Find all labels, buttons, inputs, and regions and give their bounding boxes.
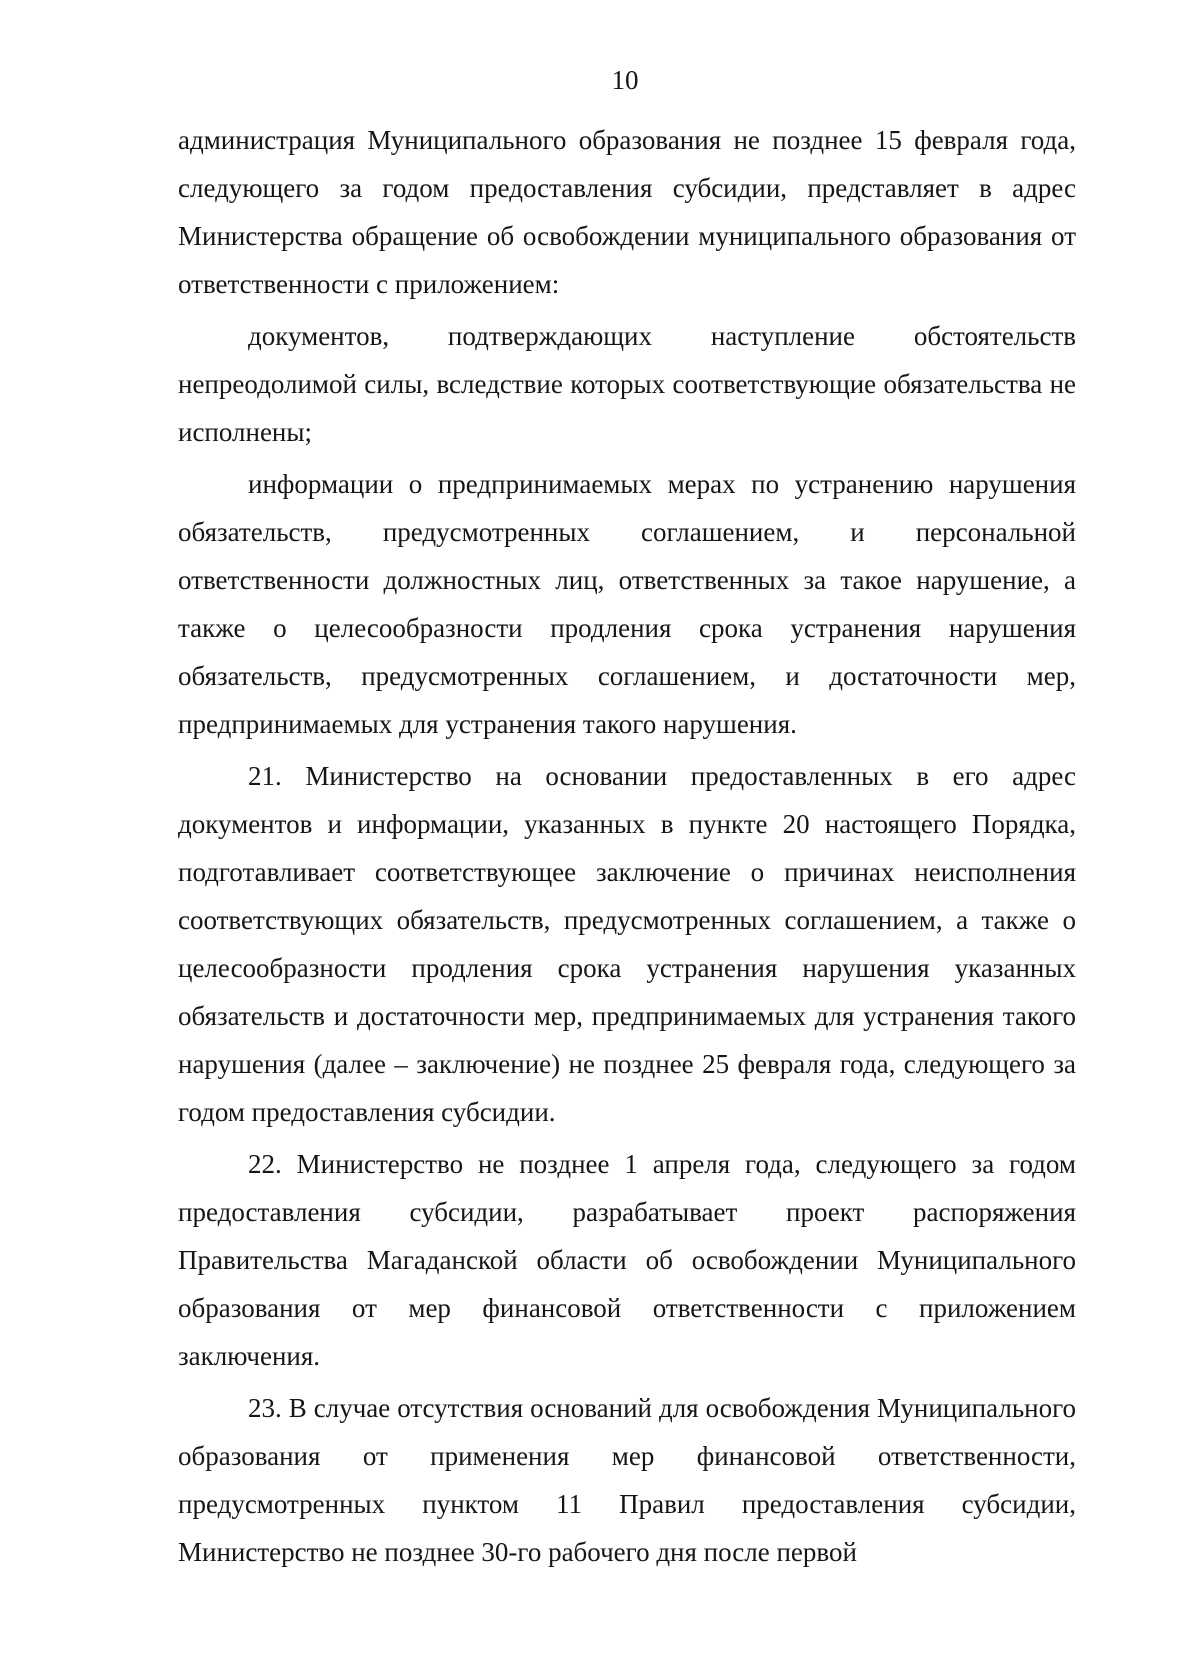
paragraph-documents-force-majeure: документов, подтверждающих наступление обстоятельств непреодолимой силы, вследствие которых соответствующие обязательства не исполнены; [178, 321, 1076, 447]
page-number: 10 [611, 65, 639, 95]
paragraph-item-21: 21. Министерство на основании предоставленных в его адрес документов и информации, указанных в пункте 20 настоящего Порядка, подготавливает соответствующее заключение о причинах неисполнения соответствующих обязательств, предусмотренных соглашением, а также о целесообразности продления срока устранения нарушения указанных обязательств и достаточности мер, предпринимаемых для устранения такого нарушения (далее – заключение) не позднее 25 февраля года, следующего за годом предоставления субсидии. [178, 761, 1076, 1127]
paragraph-continuation: администрация Муниципального образования не позднее 15 февраля года, следующего за годом предоставления субсидии, представляет в адрес Министерства обращение об освобождении муниципального образования от ответственности с приложением: [178, 125, 1076, 299]
paragraph-item-23: 23. В случае отсутствия оснований для освобождения Муниципального образования от применения мер финансовой ответственности, предусмотренных пунктом 11 Правил предоставления субсидии, Министерство не позднее 30-го рабочего дня после первой [178, 1393, 1076, 1567]
paragraph-information-measures: информации о предпринимаемых мерах по устранению нарушения обязательств, предусмотренных соглашением, и персональной ответственности должностных лиц, ответственных за такое нарушение, а также о целесообразности продления срока устранения нарушения обязательств, предусмотренных соглашением, и достаточности мер, предпринимаемых для устранения такого нарушения. [178, 469, 1076, 739]
document-body [178, 116, 1076, 1576]
paragraph-item-22: 22. Министерство не позднее 1 апреля года, следующего за годом предоставления субсидии, разрабатывает проект распоряжения Правительства Магаданской области об освобождении Муниципального образования от мер финансовой ответственности с приложением заключения. [178, 1149, 1076, 1371]
